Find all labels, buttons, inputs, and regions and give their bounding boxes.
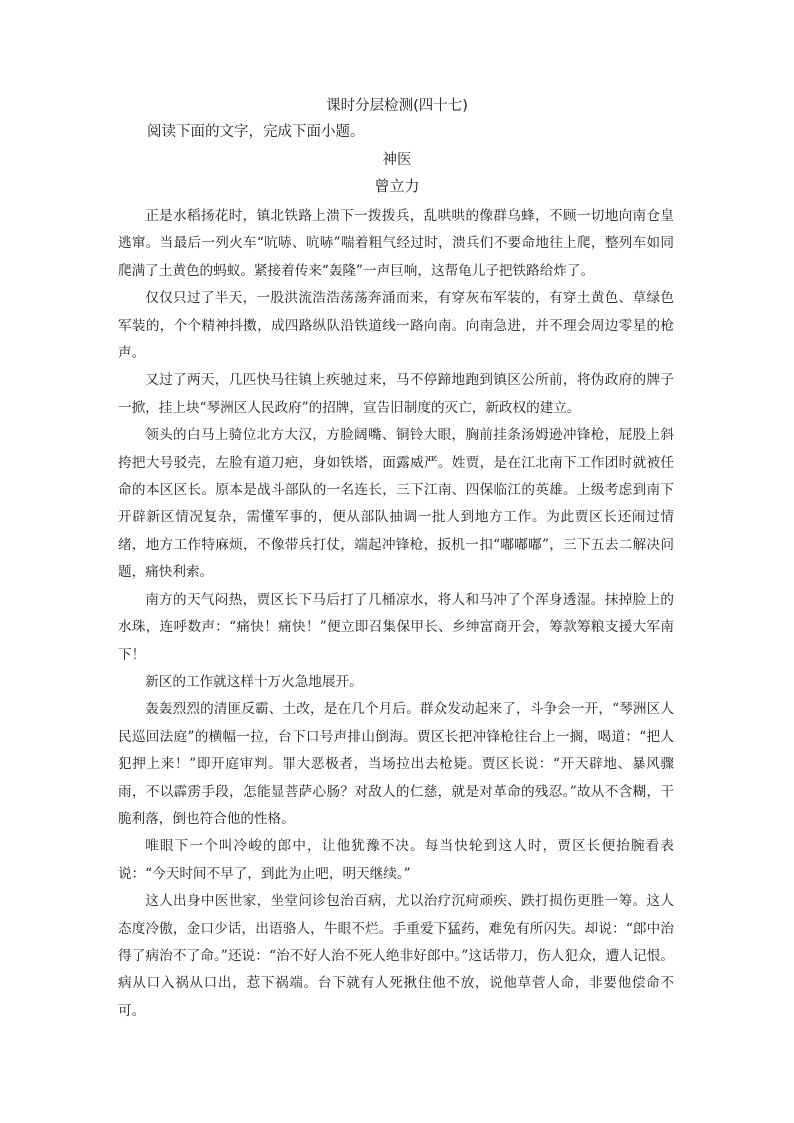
- paragraph: 新区的工作就这样十万火急地展开。: [145, 673, 363, 690]
- paragraph: 唯眼下一个叫冷峻的郎中，让他犹豫不决。每当快轮到这人时，贾区长便抬腕看表说：“今天时间不早了，到此为止吧，明天继续。”: [118, 838, 674, 882]
- paragraph: 正是水稻扬花时，镇北铁路上溃下一拨拨兵，乱哄哄的像群乌蜂，不顾一切地向南仓皇逃窜。当最后一列火车“吭哧、吭哧”喘着粗气经过时，溃兵们不要命地往上爬，整列车如同爬满了土黄色的蚂蚁。紧接着传来“轰隆”一声巨响，这帮龟儿子把铁路给炸了。: [118, 208, 674, 279]
- paragraph: 仅仅只过了半天，一股洪流浩浩荡荡奔涌而来，有穿灰布军装的，有穿土黄色、草绿色军装的，个个精神抖擞，成四路纵队沿铁道线一路向南。向南急进，并不理会周边零星的枪声。: [118, 290, 674, 362]
- paragraph: 轰轰烈烈的清匪反霸、土改，是在几个月后。群众发动起来了，斗争会一开，“琴洲区人民巡回法庭”的横幅一拉，台下口号声排山倒海。贾区长把冲锋枪往台上一搁，喝道：“把人犯押上来！”即开庭审判。罪大恶极者，当场拉出去枪毙。贾区长说：“开天辟地、暴风骤雨，不以霹雳手段，怎能显菩萨心肠？对敌人的仁慈，就是对革命的残忍。”故从不含糊，干脆利落，倒也符合他的性格。: [118, 701, 674, 827]
- paragraph: 南方的天气闷热，贾区长下马后打了几桶凉水，将人和马冲了个浑身透湿。抹掉脸上的水珠，连呼数声：“痛快！痛快！”便立即召集保甲长、乡绅富商开会，筹款筹粮支援大军南下！: [118, 591, 674, 663]
- reading-instruction: 阅读下面的文字，完成下面小题。: [147, 124, 365, 140]
- story-body: [118, 203, 674, 1025]
- paragraph: 这人出身中医世家，坐堂问诊包治百病，尤以治疗沉疴顽疾、跌打损伤更胜一筹。这人态度冷傲，金口少话，出语骆人，牛眼不烂。手重爱下猛药，难免有所闪失。却说：“郎中治得了病治不了命。”还说：“治不好人治不死人绝非好郎中。”这话带刀，伤人犯众，遭人记恨。病从口入祸从口出，惹下祸端。台下就有人死揪住他不放，说他草菅人命，非要他偿命不可。: [118, 893, 674, 1019]
- worksheet-title: 课时分层检测(四十七): [326, 98, 468, 114]
- story-title: 神医: [382, 152, 412, 168]
- story-author: 曾立力: [374, 177, 420, 195]
- paragraph: 又过了两天，几匹快马往镇上疾驰过来，马不停蹄地跑到镇区公所前，将伪政府的牌子一掀，挂上块“琴洲区人民政府”的招牌，宣告旧制度的灭亡，新政权的建立。: [118, 372, 674, 416]
- paragraph: 领头的白马上骑位北方大汉，方脸阔嘴、铜铃大眼，胸前挂条汤姆逊冲锋枪，屁股上斜挎把大号驳壳，左脸有道刀疤，身如铁塔，面露威严。姓贾，是在江北南下工作团时就被任命的本区区长。原本是战斗部队的一名连长，三下江南、四保临江的英雄。上级考虑到南下开辟新区情况复杂，需懂军事的，便从部队抽调一批人到地方工作。为此贾区长还闹过情绪，地方工作特麻烦，不像带兵打仗，端起冲锋枪，扳机一扣“嘟嘟嘟”，三下五去二解决问题，痛快利索。: [118, 427, 674, 581]
